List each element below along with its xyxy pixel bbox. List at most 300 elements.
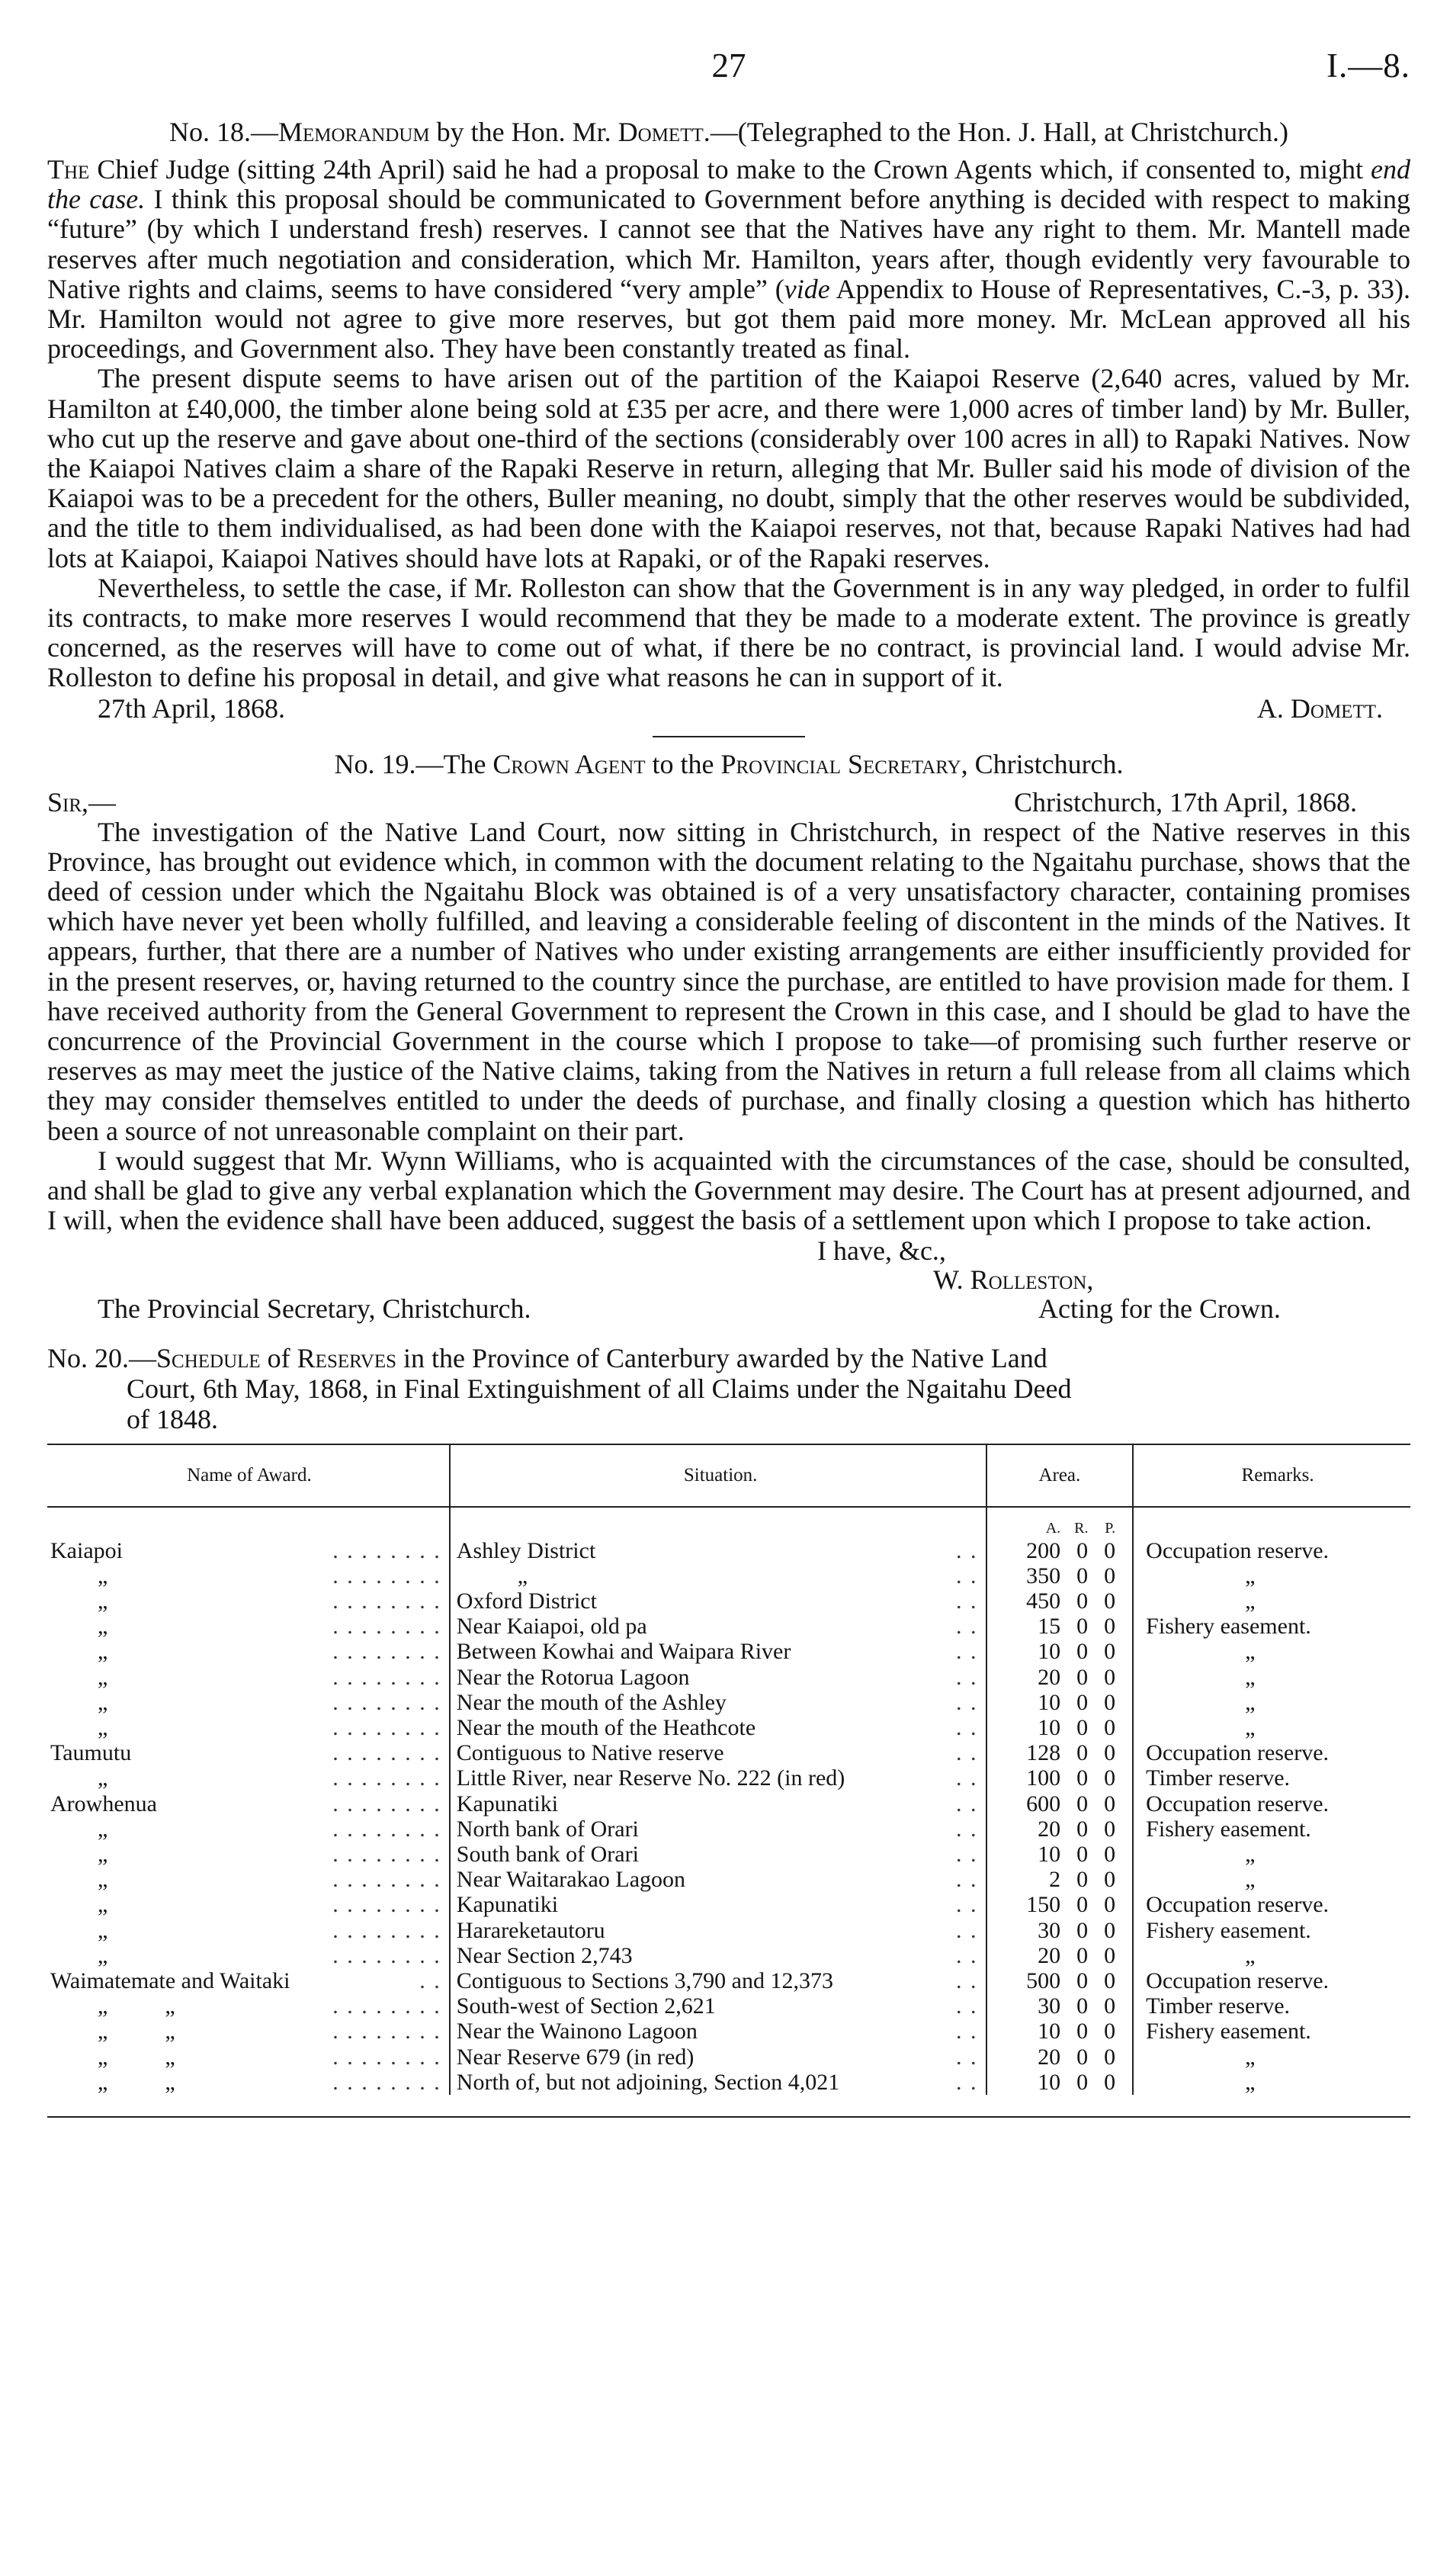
award-name: „ xyxy=(98,1765,108,1791)
situation-text: Harareketautoru xyxy=(456,1917,605,1943)
table-row xyxy=(47,1765,1410,1791)
award-name-cell xyxy=(47,1968,450,1993)
award-name: „ xyxy=(98,1614,108,1640)
remarks-cell xyxy=(1133,1614,1410,1639)
award-name-cell xyxy=(47,1740,450,1765)
table-row xyxy=(47,2070,1410,2095)
area-acres: 100 xyxy=(1026,1765,1061,1791)
situation-cell xyxy=(450,1665,986,1690)
award-name-cell xyxy=(47,1816,450,1842)
situation-cell xyxy=(450,1867,986,1892)
leader-dots: . . xyxy=(956,2019,978,2044)
award-name: „ xyxy=(98,1917,108,1943)
table-header-row xyxy=(47,1444,1410,1507)
paper-reference: I.—8. xyxy=(1326,47,1410,85)
award-name-cell xyxy=(47,2044,450,2070)
situation-text: „ xyxy=(517,1563,528,1588)
area-units-row xyxy=(47,1507,1410,1538)
area-cell xyxy=(986,1715,1134,1740)
remarks-cell xyxy=(1133,1993,1410,2019)
award-name-cell xyxy=(47,1588,450,1614)
situation-text: Contiguous to Native reserve xyxy=(456,1740,724,1766)
area-perches: 0 xyxy=(1104,2044,1116,2070)
leader-dots: . . xyxy=(956,1664,978,1690)
leader-dots: . . xyxy=(956,1867,978,1893)
area-perches: 0 xyxy=(1104,1892,1116,1918)
remarks-cell xyxy=(1133,1740,1410,1765)
memo18-text: I think this proposal should be communicated to Government before anything is decided with respect to making “future” (by which I understand fresh) reserves. I cannot see that the Natives have any right to them. Mr. Mantell made reserves after much negotiation and consideration, which Mr. Hamilton, years after, though evidently very favourable to Native rights and claims, seems to have considered “very ample” ( xyxy=(47,184,1410,304)
area-cell xyxy=(986,1614,1134,1639)
table-row xyxy=(47,1892,1410,1917)
leader-dots: . . . . . . . . xyxy=(332,2044,441,2070)
award-name: Taumutu xyxy=(50,1740,132,1766)
leader-dots: . . xyxy=(956,1714,978,1740)
table-row xyxy=(47,1690,1410,1715)
remarks-text: „ xyxy=(1245,2069,1256,2095)
area-acres: 10 xyxy=(1038,2019,1061,2044)
unit-acres: A. xyxy=(1045,1519,1061,1537)
remarks-text: Occupation reserve. xyxy=(1146,1740,1330,1766)
situation-text: Contiguous to Sections 3,790 and 12,373 xyxy=(456,1967,833,1993)
leader-dots: . . xyxy=(419,1967,441,1993)
letter19-signoff xyxy=(47,1236,1410,1326)
area-cell xyxy=(986,2070,1134,2095)
area-cell xyxy=(986,1993,1134,2019)
situation-text: Between Kowhai and Waipara River xyxy=(456,1639,791,1665)
area-acres: 450 xyxy=(1026,1588,1061,1614)
table-bottom-rule xyxy=(47,2116,1410,2118)
award-name-cell xyxy=(47,1538,450,1563)
area-cell xyxy=(986,1765,1134,1791)
situation-text: Little River, near Reserve No. 222 (in red) xyxy=(456,1765,845,1791)
award-name-cell xyxy=(47,1943,450,1968)
leader-dots: . . xyxy=(956,1816,978,1842)
area-roods: 0 xyxy=(1076,1942,1089,1968)
schedule20-heading-line3: of 1848. xyxy=(127,1403,218,1434)
area-cell xyxy=(986,1690,1134,1715)
area-perches: 0 xyxy=(1104,1664,1116,1690)
area-acres: 2 xyxy=(1049,1867,1061,1893)
memo18-heading-middle: by the Hon. Mr. xyxy=(429,117,618,147)
remarks-cell xyxy=(1133,1665,1410,1690)
area-acres: 10 xyxy=(1038,1714,1061,1740)
area-acres: 10 xyxy=(1038,1689,1061,1715)
award-name: „ xyxy=(98,1639,108,1665)
leader-dots: . . xyxy=(956,1740,978,1766)
remarks-text: Fishery easement. xyxy=(1146,1614,1311,1640)
leader-dots: . . xyxy=(956,1563,978,1588)
remarks-cell xyxy=(1133,1943,1410,1968)
area-roods: 0 xyxy=(1076,1639,1089,1665)
area-roods: 0 xyxy=(1076,2069,1089,2095)
leader-dots: . . . . . . . . xyxy=(332,1614,441,1640)
area-acres: 20 xyxy=(1038,1816,1061,1842)
remarks-text: „ xyxy=(1245,1714,1256,1740)
area-perches: 0 xyxy=(1104,1614,1116,1640)
situation-text: Kapunatiki xyxy=(456,1892,559,1918)
leader-dots: . . xyxy=(956,1791,978,1816)
situation-text: Near Reserve 679 (in red) xyxy=(456,2044,695,2070)
area-roods: 0 xyxy=(1076,1841,1089,1867)
remarks-text: „ xyxy=(1245,1588,1256,1614)
area-roods: 0 xyxy=(1076,1664,1089,1690)
letter19-place-date: Christchurch, 17th April, 1868. xyxy=(1014,786,1357,817)
situation-cell xyxy=(450,1892,986,1917)
leader-dots: . . . . . . . . xyxy=(332,1942,441,1968)
memo18-paragraph-1 xyxy=(47,155,1410,364)
remarks-cell xyxy=(1133,1892,1410,1917)
table-row xyxy=(47,1715,1410,1740)
leader-dots: . . . . . . . . xyxy=(332,1993,441,2019)
area-perches: 0 xyxy=(1104,1967,1116,1993)
remarks-text: Occupation reserve. xyxy=(1146,1967,1330,1993)
blank-cell xyxy=(450,1507,986,1538)
leader-dots: . . . . . . . . xyxy=(332,1917,441,1943)
blank-cell xyxy=(1133,1507,1410,1538)
leader-dots: . . . . . . . . xyxy=(332,1588,441,1614)
area-acres: 20 xyxy=(1038,1942,1061,1968)
situation-text: Kapunatiki xyxy=(456,1791,559,1816)
award-name-cell xyxy=(47,1791,450,1816)
area-cell xyxy=(986,1740,1134,1765)
memo18-date: 27th April, 1868. xyxy=(98,692,286,724)
blank-cell xyxy=(47,1507,450,1538)
remarks-cell xyxy=(1133,1918,1410,1943)
memo18-heading-name: Domett xyxy=(618,117,704,147)
table-row xyxy=(47,1943,1410,1968)
situation-cell xyxy=(450,2070,986,2095)
remarks-text: Occupation reserve. xyxy=(1146,1537,1330,1563)
leader-dots: . . . . . . . . xyxy=(332,1791,441,1816)
award-name-cell xyxy=(47,1563,450,1588)
column-header-remarks: Remarks. xyxy=(1133,1444,1410,1507)
award-name: „ xyxy=(98,1689,108,1715)
column-header-situation: Situation. xyxy=(450,1444,986,1507)
area-roods: 0 xyxy=(1076,1563,1089,1588)
letter19-addressee: The Provincial Secretary, Christchurch. xyxy=(98,1293,531,1324)
area-cell xyxy=(986,1791,1134,1816)
situation-text: Near Waitarakao Lagoon xyxy=(456,1867,686,1893)
remarks-cell xyxy=(1133,1639,1410,1664)
area-perches: 0 xyxy=(1104,1791,1116,1816)
leader-dots: . . . . . . . . xyxy=(332,1664,441,1690)
award-name-cell xyxy=(47,2070,450,2095)
situation-text: South-west of Section 2,621 xyxy=(456,1993,716,2019)
remarks-cell xyxy=(1133,1563,1410,1588)
area-acres: 200 xyxy=(1026,1537,1061,1563)
table-row xyxy=(47,1791,1410,1816)
schedule20-heading-title: Schedule xyxy=(156,1342,261,1373)
award-name-cell xyxy=(47,1867,450,1892)
remarks-cell xyxy=(1133,1867,1410,1892)
table-row xyxy=(47,1588,1410,1614)
situation-cell xyxy=(450,1968,986,1993)
letter19-paragraph-2: I would suggest that Mr. Wynn Williams, who is acquainted with the circumstances of the case, should be consulted, and shall be glad to give any verbal explanation which the Government may desire. The Court has at present adjourned, and I will, when the evidence shall have been adduced, suggest the basis of a settlement upon which I propose to take action. xyxy=(47,1145,1410,1236)
table-row xyxy=(47,1993,1410,2019)
award-name: „ xyxy=(98,1892,108,1918)
leader-dots: . . xyxy=(956,1993,978,2019)
remarks-text: „ xyxy=(1245,1563,1256,1588)
table-row xyxy=(47,2019,1410,2044)
leader-dots: . . . . . . . . xyxy=(332,2019,441,2044)
area-acres: 10 xyxy=(1038,2069,1061,2095)
area-perches: 0 xyxy=(1104,2069,1116,2095)
leader-dots: . . . . . . . . xyxy=(332,1841,441,1867)
remarks-text: „ xyxy=(1245,1867,1256,1893)
area-perches: 0 xyxy=(1104,1993,1116,2019)
memo18-heading-suffix: .—(Telegraphed to the Hon. J. Hall, at Christchurch.) xyxy=(703,117,1289,147)
situation-cell xyxy=(450,1614,986,1639)
area-acres: 500 xyxy=(1026,1967,1061,1993)
award-name: „ xyxy=(98,1816,108,1842)
memo18-text: Appendix to House of Representatives, C.-3, p. 33). Mr. Hamilton would not agree to give more reserves, but got them paid more money. Mr. McLean approved all his proceedings, and Government also. They have been constantly treated as final. xyxy=(47,273,1410,365)
area-cell xyxy=(986,1639,1134,1664)
situation-text: Oxford District xyxy=(456,1588,597,1614)
award-name-cell xyxy=(47,1892,450,1917)
award-name: „ xyxy=(98,1664,108,1690)
leader-dots: . . . . . . . . xyxy=(332,1816,441,1842)
area-cell xyxy=(986,1892,1134,1917)
situation-cell xyxy=(450,1588,986,1614)
area-acres: 20 xyxy=(1038,2044,1061,2070)
situation-text: Near Section 2,743 xyxy=(456,1942,633,1968)
area-acres: 350 xyxy=(1026,1563,1061,1588)
memo18-signoff xyxy=(47,693,1410,724)
situation-cell xyxy=(450,1740,986,1765)
letter19-capacity: Acting for the Crown. xyxy=(1038,1293,1281,1324)
table-row xyxy=(47,1563,1410,1588)
letter19-heading-suffix: , Christchurch. xyxy=(961,748,1124,779)
area-roods: 0 xyxy=(1076,1967,1089,1993)
area-cell xyxy=(986,1968,1134,1993)
table-row xyxy=(47,2044,1410,2070)
memo18-signature: A. Domett. xyxy=(1256,692,1383,724)
leader-dots: . . . . . . . . xyxy=(332,1689,441,1715)
situation-cell xyxy=(450,1842,986,1867)
remarks-text: „ xyxy=(1245,1942,1256,1968)
memo18-paragraph-3: Nevertheless, to settle the case, if Mr. Rolleston can show that the Government is in any way pledged, in order to fulfil its contracts, to make more reserves I would recommend that they be made to a moderate extent. The province is greatly concerned, as the reserves will have to come out of what, if there be no contract, is provincial land. I would advise Mr. Rolleston to define his proposal in detail, and give what reasons he can in support of it. xyxy=(47,572,1410,693)
area-roods: 0 xyxy=(1076,1740,1089,1766)
area-perches: 0 xyxy=(1104,1689,1116,1715)
area-cell xyxy=(986,1842,1134,1867)
area-perches: 0 xyxy=(1104,1917,1116,1943)
remarks-cell xyxy=(1133,1538,1410,1563)
award-name: „ xyxy=(98,1867,108,1893)
area-perches: 0 xyxy=(1104,1740,1116,1766)
memo18-heading-prefix: No. 18.— xyxy=(168,117,278,147)
area-cell xyxy=(986,1665,1134,1690)
table-row xyxy=(47,1639,1410,1664)
section-divider xyxy=(653,736,805,737)
situation-cell xyxy=(450,2019,986,2044)
area-cell xyxy=(986,1918,1134,1943)
area-acres: 128 xyxy=(1026,1740,1061,1766)
area-acres: 600 xyxy=(1026,1791,1061,1816)
area-roods: 0 xyxy=(1076,1689,1089,1715)
remarks-text: Occupation reserve. xyxy=(1146,1892,1330,1918)
remarks-cell xyxy=(1133,1765,1410,1791)
award-name-cell xyxy=(47,1842,450,1867)
leader-dots: . . . . . . . . xyxy=(332,1740,441,1766)
table-row xyxy=(47,1816,1410,1842)
award-name: Waimatemate and Waitaki xyxy=(50,1967,290,1993)
situation-text: South bank of Orari xyxy=(456,1841,639,1867)
area-perches: 0 xyxy=(1104,1588,1116,1614)
award-name-cell xyxy=(47,1665,450,1690)
area-cell xyxy=(986,1588,1134,1614)
award-name: „ xyxy=(98,1841,108,1867)
letter19-closing: I have, &c., xyxy=(817,1235,946,1266)
memo18-heading-title: Memorandum xyxy=(277,117,430,147)
award-name-cell xyxy=(47,1765,450,1791)
award-name-cell xyxy=(47,1614,450,1639)
schedule20-heading-reserves: Reserves xyxy=(297,1342,397,1373)
document-page xyxy=(47,46,1410,2118)
remarks-text: „ xyxy=(1245,1639,1256,1665)
situation-cell xyxy=(450,1816,986,1842)
leader-dots: . . xyxy=(956,1841,978,1867)
area-cell xyxy=(986,1563,1134,1588)
area-roods: 0 xyxy=(1076,1892,1089,1918)
leader-dots: . . xyxy=(956,1892,978,1918)
situation-cell xyxy=(450,2044,986,2070)
area-acres: 10 xyxy=(1038,1639,1061,1665)
remarks-text: „ xyxy=(1245,2044,1256,2070)
table-row xyxy=(47,1842,1410,1867)
memo18-vide: vide xyxy=(784,273,830,304)
area-units-cell xyxy=(986,1507,1134,1538)
schedule20-heading xyxy=(47,1343,1410,1434)
award-name-cell xyxy=(47,1715,450,1740)
memo18-italic: end the case. xyxy=(47,154,1410,215)
unit-roods: R. xyxy=(1074,1519,1089,1537)
area-perches: 0 xyxy=(1104,1563,1116,1588)
area-perches: 0 xyxy=(1104,1765,1116,1791)
award-name: Kaiapoi xyxy=(50,1537,123,1563)
area-roods: 0 xyxy=(1076,1537,1089,1563)
area-perches: 0 xyxy=(1104,1841,1116,1867)
situation-cell xyxy=(450,1791,986,1816)
award-name: „ „ xyxy=(98,1993,175,2019)
area-perches: 0 xyxy=(1104,2019,1116,2044)
award-name-cell xyxy=(47,1993,450,2019)
letter19-heading xyxy=(78,748,1380,781)
schedule20-heading-line2: Court, 6th May, 1868, in Final Extinguishment of all Claims under the Ngaitahu Deed xyxy=(127,1373,1072,1404)
remarks-text: „ xyxy=(1245,1689,1256,1715)
situation-cell xyxy=(450,1538,986,1563)
area-cell xyxy=(986,1943,1134,1968)
table-row xyxy=(47,1665,1410,1690)
letter19-salutation: Sir,— xyxy=(47,786,117,817)
remarks-text: Timber reserve. xyxy=(1146,1765,1291,1791)
area-roods: 0 xyxy=(1076,1614,1089,1640)
area-roods: 0 xyxy=(1076,1588,1089,1614)
area-roods: 0 xyxy=(1076,1993,1089,2019)
leader-dots: . . . . . . . . xyxy=(332,1714,441,1740)
award-name: „ xyxy=(98,1588,108,1614)
situation-text: Near the Rotorua Lagoon xyxy=(456,1664,690,1690)
page-header xyxy=(47,46,1410,99)
table-row xyxy=(47,1918,1410,1943)
remarks-text: Fishery easement. xyxy=(1146,2019,1311,2044)
table-row xyxy=(47,1538,1410,1563)
remarks-text: Timber reserve. xyxy=(1146,1993,1291,2019)
award-name: „ xyxy=(98,1714,108,1740)
area-perches: 0 xyxy=(1104,1867,1116,1893)
schedule20-heading-prefix: No. 20.— xyxy=(47,1342,156,1373)
remarks-cell xyxy=(1133,1690,1410,1715)
leader-dots: . . xyxy=(956,1639,978,1665)
area-roods: 0 xyxy=(1076,1867,1089,1893)
memo18-paragraph-2: The present dispute seems to have arisen out of the partition of the Kaiapoi Reserve (2,640 acres, valued by Mr. Hamilton at £40,000, the timber alone being sold at £35 per acre, and there were 1,000 acres of timber land) by Mr. Buller, who cut up the reserve and gave about one-third of the sections (considerably over 100 acres in all) to Rapaki Natives. Now the Kaiapoi Natives claim a share of the Rapaki Reserve in return, alleging that Mr. Buller said his mode of division of the Kaiapoi was to be a precedent for the others, Buller meaning, no doubt, simply that the other reserves would be subdivided, and the title to them individualised, as had been done with the Kaiapoi reserves, not that, because Rapaki Natives had had lots at Kaiapoi, Kaiapoi Natives should have lots at Rapaki, or of the Rapaki reserves. xyxy=(47,363,1410,573)
leader-dots: . . xyxy=(956,1614,978,1640)
remarks-text: Fishery easement. xyxy=(1146,1917,1311,1943)
situation-cell xyxy=(450,1993,986,2019)
leader-dots: . . xyxy=(956,1942,978,1968)
area-roods: 0 xyxy=(1076,2019,1089,2044)
reserves-table xyxy=(47,1444,1410,2095)
situation-cell xyxy=(450,1918,986,1943)
leader-dots: . . xyxy=(956,1967,978,1993)
situation-cell xyxy=(450,1715,986,1740)
area-cell xyxy=(986,2019,1134,2044)
area-cell xyxy=(986,1867,1134,1892)
area-perches: 0 xyxy=(1104,1537,1116,1563)
leader-dots: . . xyxy=(956,1537,978,1563)
award-name-cell xyxy=(47,1639,450,1664)
situation-text: Near the mouth of the Heathcote xyxy=(456,1714,756,1740)
table-row xyxy=(47,1614,1410,1639)
leader-dots: . . xyxy=(956,1765,978,1791)
letter19-signature: W. Rolleston, xyxy=(933,1264,1094,1295)
remarks-text: Fishery easement. xyxy=(1146,1816,1311,1842)
area-acres: 150 xyxy=(1026,1892,1061,1918)
situation-text: North of, but not adjoining, Section 4,021 xyxy=(456,2069,840,2095)
remarks-text: Occupation reserve. xyxy=(1146,1791,1330,1816)
situation-text: Near the mouth of the Ashley xyxy=(456,1689,727,1715)
situation-text: North bank of Orari xyxy=(456,1816,639,1842)
area-roods: 0 xyxy=(1076,1714,1089,1740)
remarks-cell xyxy=(1133,1588,1410,1614)
letter19-heading-to: Provincial Secretary xyxy=(720,748,961,779)
award-name: Arowhenua xyxy=(50,1791,157,1816)
area-acres: 30 xyxy=(1038,1917,1061,1943)
area-cell xyxy=(986,1816,1134,1842)
area-roods: 0 xyxy=(1076,1765,1089,1791)
area-roods: 0 xyxy=(1076,1816,1089,1842)
leader-dots: . . . . . . . . xyxy=(332,2069,441,2095)
remarks-cell xyxy=(1133,2070,1410,2095)
leader-dots: . . xyxy=(956,1917,978,1943)
award-name: „ xyxy=(98,1942,108,1968)
remarks-cell xyxy=(1133,1842,1410,1867)
column-header-name: Name of Award. xyxy=(47,1444,450,1507)
situation-text: Ashley District xyxy=(456,1537,596,1563)
area-perches: 0 xyxy=(1104,1639,1116,1665)
area-acres: 10 xyxy=(1038,1841,1061,1867)
area-perches: 0 xyxy=(1104,1816,1116,1842)
leader-dots: . . . . . . . . xyxy=(332,1765,441,1791)
letter19-paragraph-1: The investigation of the Native Land Court, now sitting in Christchurch, in respect of the Native reserves in this Province, has brought out evidence which, in common with the document relating to the Ngaitahu purchase, shows that the deed of cession under which the Ngaitahu Block was obtained is of a very unsatisfactory character, containing promises which have never yet been wholly fulfilled, and leaving a considerable feeling of discontent in the minds of the Natives. It appears, further, that there are a number of Natives who under existing arrangements are either insufficiently provided for in the present reserves, or, having returned to the country since the purchase, are entitled to have provision made for them. I have received authority from the General Government to represent the Crown in this case, and I should be glad to have the concurrence of the Provincial Government in the course which I propose to take—of promising such further reserve or reserves as may meet the justice of the Native claims, taking from the Natives in return a full release from all claims which they may consider themselves entitled to under the deeds of purchase, and finally closing a question which has hitherto been a source of not unreasonable complaint on their part. xyxy=(47,816,1410,1146)
letter19-heading-prefix: No. 19.—The xyxy=(334,748,493,779)
table-row xyxy=(47,1968,1410,1993)
area-roods: 0 xyxy=(1076,1791,1089,1816)
table-row xyxy=(47,1740,1410,1765)
award-name: „ xyxy=(98,1563,108,1588)
leader-dots: . . xyxy=(956,2044,978,2070)
letter19-heading-from: Crown Agent xyxy=(492,748,646,779)
situation-cell xyxy=(450,1765,986,1791)
